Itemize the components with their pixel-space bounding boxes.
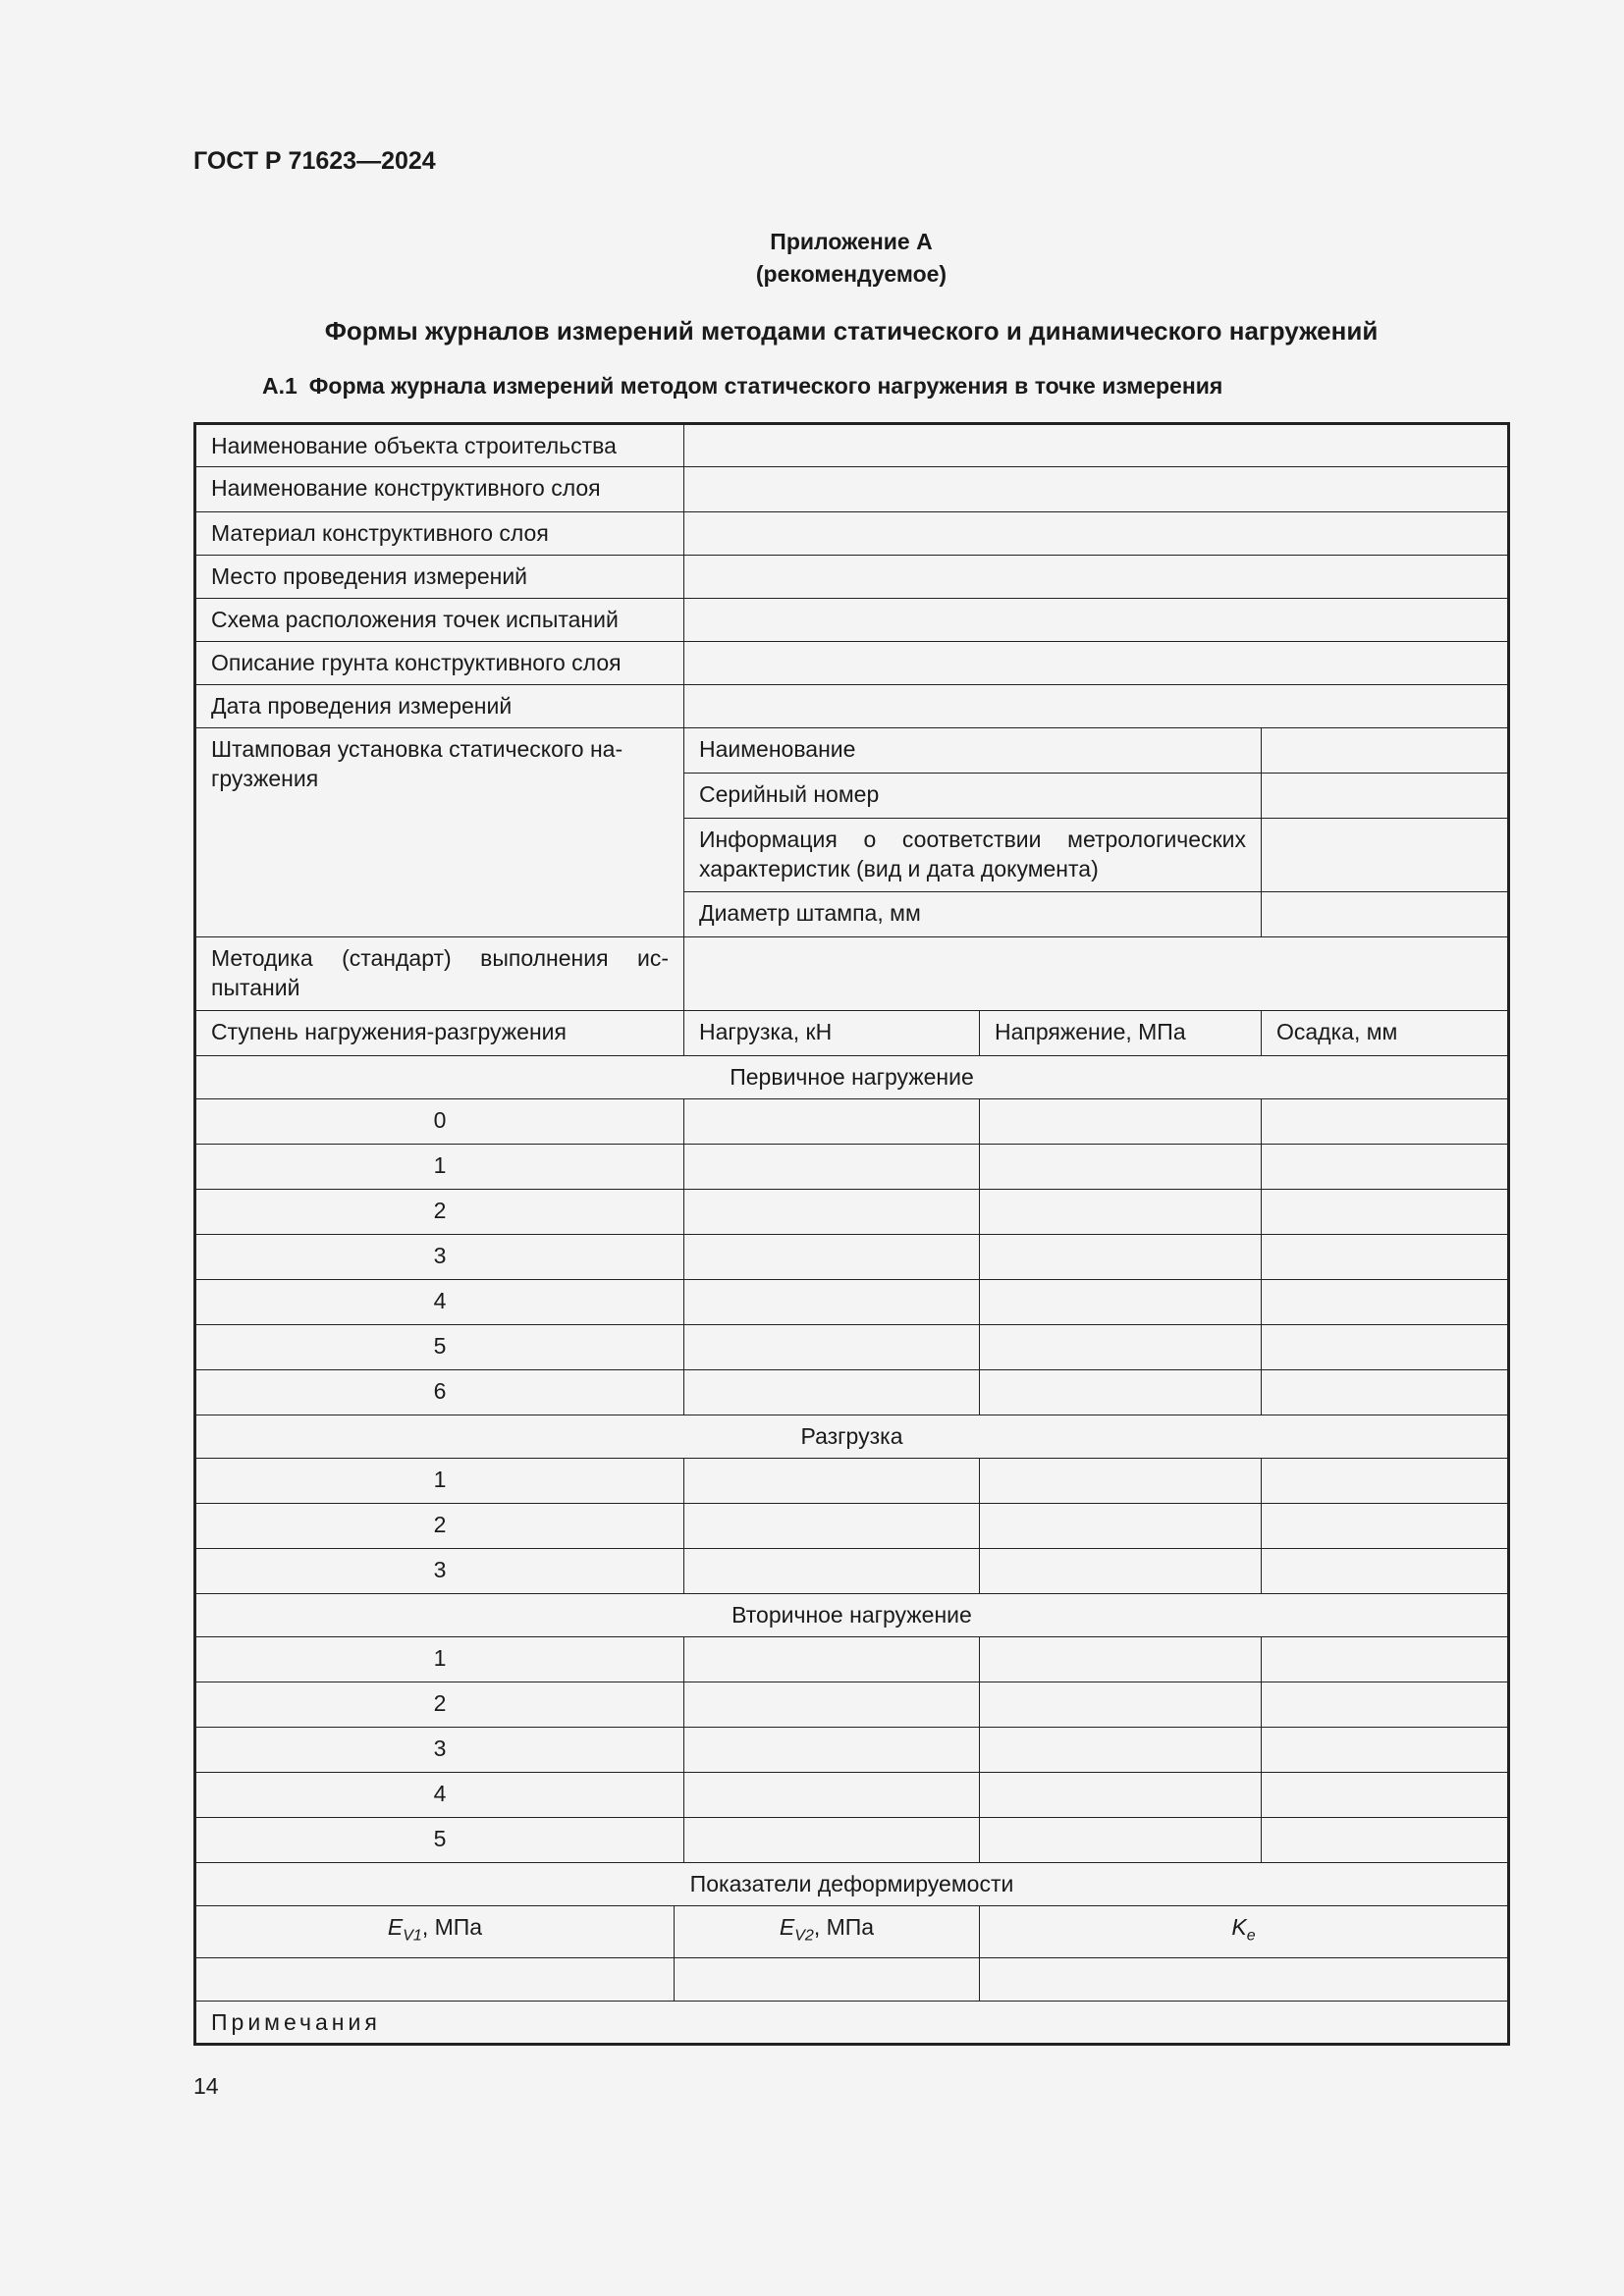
step-row [195, 1773, 1509, 1818]
method-value-field[interactable] [684, 937, 1509, 1011]
stress-field[interactable] [980, 1099, 1262, 1145]
load-field[interactable] [684, 1637, 980, 1682]
stress-field[interactable] [980, 1682, 1262, 1728]
col-header-settlement: Осадка, мм [1262, 1011, 1509, 1056]
step-row [195, 1280, 1509, 1325]
load-field[interactable] [684, 1099, 980, 1145]
settlement-field[interactable] [1262, 1773, 1509, 1818]
step-row [195, 1504, 1509, 1549]
settlement-field[interactable] [1262, 1682, 1509, 1728]
settlement-field[interactable] [1262, 1235, 1509, 1280]
form-row-method [195, 937, 1509, 1011]
ev1-subscript: V1 [403, 1927, 422, 1945]
form-row-location [195, 556, 1509, 599]
ev1-unit: , МПа [421, 1914, 483, 1940]
load-field[interactable] [684, 1549, 980, 1594]
step-number: 3 [195, 1235, 684, 1280]
settlement-field[interactable] [1262, 1145, 1509, 1190]
step-number: 4 [195, 1280, 684, 1325]
step-row [195, 1549, 1509, 1594]
load-field[interactable] [684, 1235, 980, 1280]
col-header-stress: Напряжение, МПа [980, 1011, 1262, 1056]
settlement-field[interactable] [1262, 1818, 1509, 1863]
form-row-scheme [195, 599, 1509, 642]
stamp-item-label: Наименование [684, 728, 1262, 774]
stamp-item-label: Диаметр штампа, мм [684, 892, 1262, 937]
step-number: 2 [195, 1682, 684, 1728]
step-row [195, 1235, 1509, 1280]
settlement-field[interactable] [1262, 1325, 1509, 1370]
ke-symbol: K [1231, 1914, 1247, 1940]
group-title-unload: Разгрузка [195, 1415, 1509, 1459]
info-label: Место проведения измерений [195, 556, 684, 599]
stamp-item-label: Информация о соответствии метрологических характеристик (вид и дата документа) [684, 819, 1262, 892]
info-label: Схема расположения точек испытаний [195, 599, 684, 642]
step-row [195, 1459, 1509, 1504]
info-value-field[interactable] [684, 685, 1509, 728]
settlement-field[interactable] [1262, 1549, 1509, 1594]
stamp-item-label: Серийный номер [684, 774, 1262, 819]
step-number: 2 [195, 1504, 684, 1549]
form-row-layer [195, 467, 1509, 512]
stress-field[interactable] [980, 1325, 1262, 1370]
step-row [195, 1682, 1509, 1728]
col-header-load: Нагрузка, кН [684, 1011, 980, 1056]
stress-field[interactable] [980, 1280, 1262, 1325]
info-value-field[interactable] [684, 424, 1509, 467]
stress-field[interactable] [980, 1235, 1262, 1280]
appendix-main-title: Формы журналов измерений методами статического и динамического нагружений [324, 316, 1379, 346]
ev2-symbol: E [779, 1914, 795, 1940]
step-row [195, 1145, 1509, 1190]
appendix-title: Приложение А [770, 229, 933, 254]
step-number: 1 [195, 1637, 684, 1682]
info-value-field[interactable] [684, 556, 1509, 599]
stress-field[interactable] [980, 1549, 1262, 1594]
settlement-field[interactable] [1262, 1370, 1509, 1415]
group-row-primary [195, 1056, 1509, 1099]
ke-value-field[interactable] [980, 1957, 1509, 2001]
stress-field[interactable] [980, 1504, 1262, 1549]
section-heading [262, 373, 1222, 400]
columns-header-row [195, 1011, 1509, 1056]
form-row-date [195, 685, 1509, 728]
step-row [195, 1370, 1509, 1415]
settlement-field[interactable] [1262, 1459, 1509, 1504]
stamp-value-field[interactable] [1262, 728, 1509, 774]
stress-field[interactable] [980, 1728, 1262, 1773]
info-value-field[interactable] [684, 599, 1509, 642]
ke-header [980, 1906, 1509, 1958]
stress-field[interactable] [980, 1190, 1262, 1235]
stress-field[interactable] [980, 1637, 1262, 1682]
ev2-header [675, 1906, 980, 1958]
appendix-heading [0, 226, 1624, 291]
info-label: Наименование конструктивного слоя [195, 467, 684, 512]
group-row-secondary [195, 1594, 1509, 1637]
deformability-header-row [195, 1906, 1509, 1958]
info-value-field[interactable] [684, 512, 1509, 556]
info-label: Наименование объекта строительства [195, 424, 684, 467]
load-field[interactable] [684, 1459, 980, 1504]
step-number: 3 [195, 1728, 684, 1773]
stress-field[interactable] [980, 1459, 1262, 1504]
stress-field[interactable] [980, 1818, 1262, 1863]
stamp-label: Штамповая установка статического на-грузжения [195, 728, 684, 937]
appendix-status: (рекомендуемое) [755, 261, 947, 287]
notes-label[interactable]: Примечания [195, 2001, 1509, 2044]
form-row-material [195, 512, 1509, 556]
ev2-unit: , МПа [813, 1914, 875, 1940]
load-field[interactable] [684, 1728, 980, 1773]
method-label: Методика (стандарт) выполнения ис-пытаний [195, 937, 684, 1011]
section-title: Форма журнала измерений методом статического нагружения в точке измерения [308, 373, 1223, 399]
step-row [195, 1818, 1509, 1863]
step-number: 5 [195, 1818, 684, 1863]
settlement-field[interactable] [1262, 1099, 1509, 1145]
load-field[interactable] [684, 1682, 980, 1728]
step-row [195, 1728, 1509, 1773]
step-row [195, 1637, 1509, 1682]
step-number: 0 [195, 1099, 684, 1145]
info-value-field[interactable] [684, 467, 1509, 512]
ev1-header [195, 1906, 675, 1958]
ev2-subscript: V2 [794, 1927, 814, 1945]
load-field[interactable] [684, 1280, 980, 1325]
group-row-unload [195, 1415, 1509, 1459]
notes-row [195, 2001, 1509, 2044]
load-field[interactable] [684, 1190, 980, 1235]
step-number: 6 [195, 1370, 684, 1415]
col-header-stage: Ступень нагружения-разгружения [195, 1011, 684, 1056]
group-title-secondary: Вторичное нагружение [195, 1594, 1509, 1637]
info-value-field[interactable] [684, 642, 1509, 685]
step-number: 1 [195, 1459, 684, 1504]
settlement-field[interactable] [1262, 1190, 1509, 1235]
group-row-deformability [195, 1863, 1509, 1906]
load-field[interactable] [684, 1818, 980, 1863]
step-number: 2 [195, 1190, 684, 1235]
step-number: 3 [195, 1549, 684, 1594]
stress-field[interactable] [980, 1145, 1262, 1190]
load-field[interactable] [684, 1773, 980, 1818]
step-number: 5 [195, 1325, 684, 1370]
deformability-values-row [195, 1957, 1509, 2001]
stamp-value-field[interactable] [1262, 892, 1509, 937]
load-field[interactable] [684, 1370, 980, 1415]
ev1-value-field[interactable] [195, 1957, 675, 2001]
ev2-value-field[interactable] [675, 1957, 980, 2001]
load-field[interactable] [684, 1325, 980, 1370]
ke-subscript: e [1246, 1927, 1256, 1945]
info-label: Дата проведения измерений [195, 685, 684, 728]
settlement-field[interactable] [1262, 1728, 1509, 1773]
document-code: ГОСТ Р 71623—2024 [193, 147, 436, 175]
info-label: Материал конструктивного слоя [195, 512, 684, 556]
ev1-symbol: E [387, 1914, 404, 1940]
load-field[interactable] [684, 1145, 980, 1190]
measurement-journal-form [193, 422, 1510, 2046]
stress-field[interactable] [980, 1773, 1262, 1818]
group-title-primary: Первичное нагружение [195, 1056, 1509, 1099]
form-row-soil [195, 642, 1509, 685]
settlement-field[interactable] [1262, 1637, 1509, 1682]
load-field[interactable] [684, 1504, 980, 1549]
group-title-deformability: Показатели деформируемости [195, 1863, 1509, 1906]
settlement-field[interactable] [1262, 1280, 1509, 1325]
step-row [195, 1099, 1509, 1145]
step-number: 4 [195, 1773, 684, 1818]
step-row [195, 1325, 1509, 1370]
stamp-value-field[interactable] [1262, 774, 1509, 819]
step-number: 1 [195, 1145, 684, 1190]
stamp-value-field[interactable] [1262, 819, 1509, 892]
form-row-object [195, 424, 1509, 467]
form-row-stamp-name [195, 728, 1509, 774]
stress-field[interactable] [980, 1370, 1262, 1415]
settlement-field[interactable] [1262, 1504, 1509, 1549]
step-row [195, 1190, 1509, 1235]
info-label: Описание грунта конструктивного слоя [195, 642, 684, 685]
section-number: А.1 [262, 373, 298, 399]
page-number: 14 [193, 2073, 219, 2099]
